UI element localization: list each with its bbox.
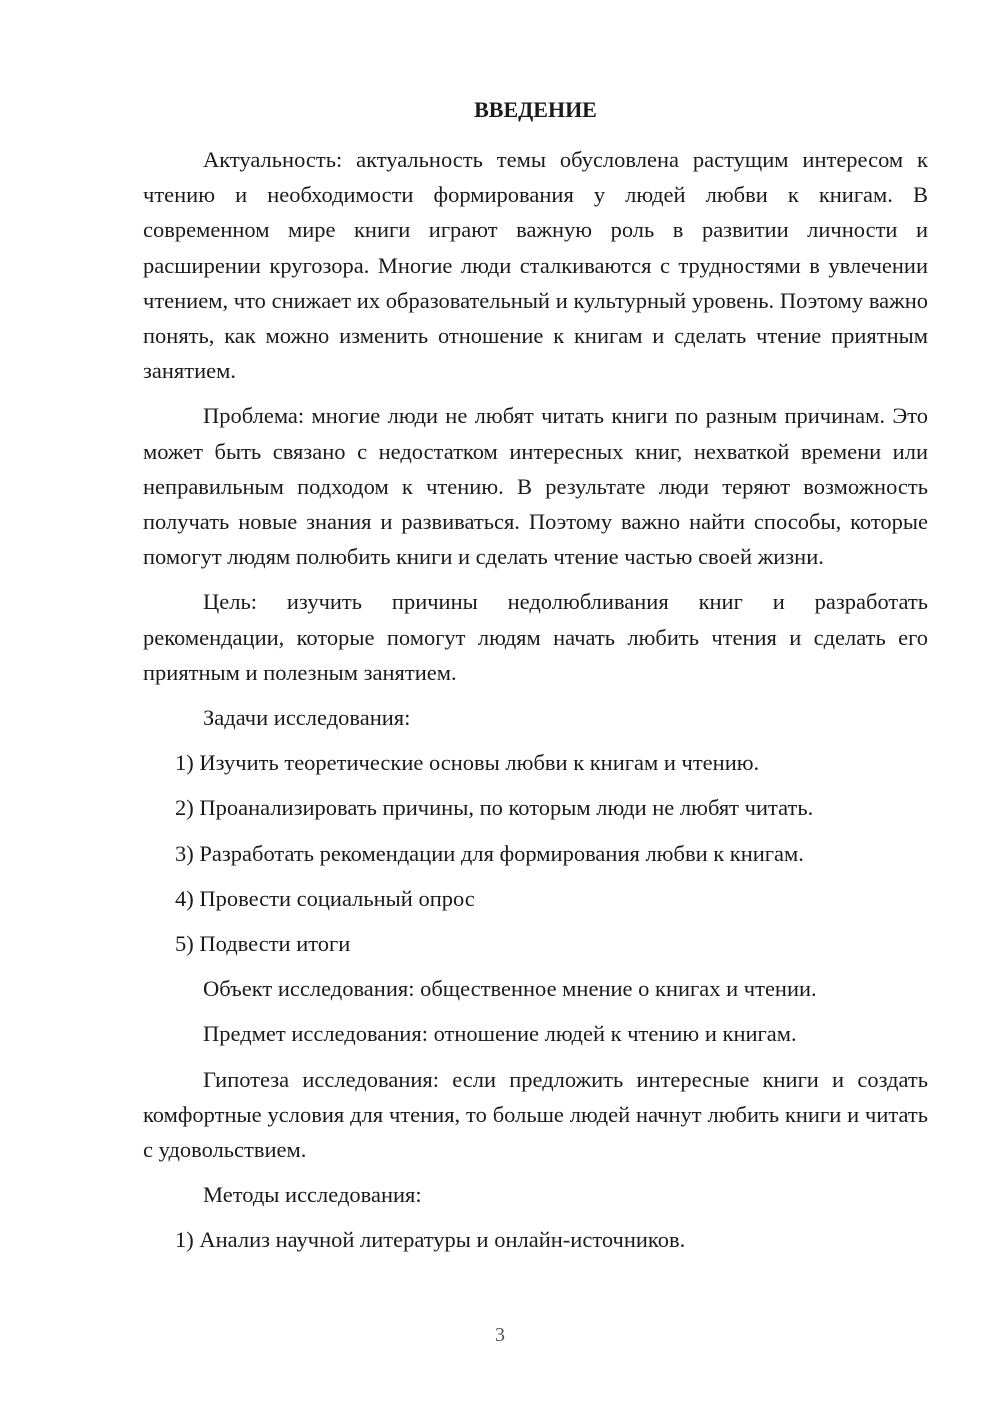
methods-heading: Методы исследования: [203, 1182, 422, 1208]
page-title: ВВЕДЕНИЕ [474, 97, 597, 122]
paragraph-problem: Проблема: многие люди не любят читать книги по разным причинам. Это может быть связано с недостатком интересных книг, нехваткой времени или неправильным подходом к чтению. В результате люди теряют возможность получать новые знания и развиваться. Поэтому важно найти способы, которые помогут людям полюбить книги и сделать чтение частью своей жизни. [143, 403, 928, 570]
paragraph-hypothesis: Гипотеза исследования: если предложить интересные книги и создать комфортные условия для чтения, то больше людей начнут любить книги и читать с удовольствием. [143, 1066, 928, 1163]
task-item: 4) Провести социальный опрос [175, 885, 475, 911]
page-content [143, 95, 928, 1268]
page-number: 3 [495, 1324, 505, 1346]
tasks-heading: Задачи исследования: [203, 705, 411, 731]
task-item: 3) Разработать рекомендации для формирования любви к книгам. [175, 840, 804, 866]
paragraph-relevance: Актуальность: актуальность темы обусловлена растущим интересом к чтению и необходимости формирования у людей любви к книгам. В современном мире книги играют важную роль в развитии личности и расширении кругозора. Многие люди сталкиваются с трудностями в увлечении чтением, что снижает их образовательный и культурный уровень. Поэтому важно понять, как можно изменить отношение к книгам и сделать чтение приятным занятием. [143, 147, 928, 384]
method-item: 1) Анализ научной литературы и онлайн-источников. [175, 1227, 686, 1253]
task-item: 1) Изучить теоретические основы любви к книгам и чтению. [175, 750, 760, 776]
paragraph-subject: Предмет исследования: отношение людей к чтению и книгам. [203, 1021, 797, 1047]
task-item: 5) Подвести итоги [175, 931, 351, 957]
task-item: 2) Проанализировать причины, по которым люди не любят читать. [175, 795, 814, 821]
paragraph-goal: Цель: изучить причины недолюбливания книг и разработать рекомендации, которые помогут людям начать любить чтения и сделать его приятным и полезным занятием. [143, 589, 928, 685]
paragraph-object: Объект исследования: общественное мнение о книгах и чтении. [203, 976, 817, 1002]
